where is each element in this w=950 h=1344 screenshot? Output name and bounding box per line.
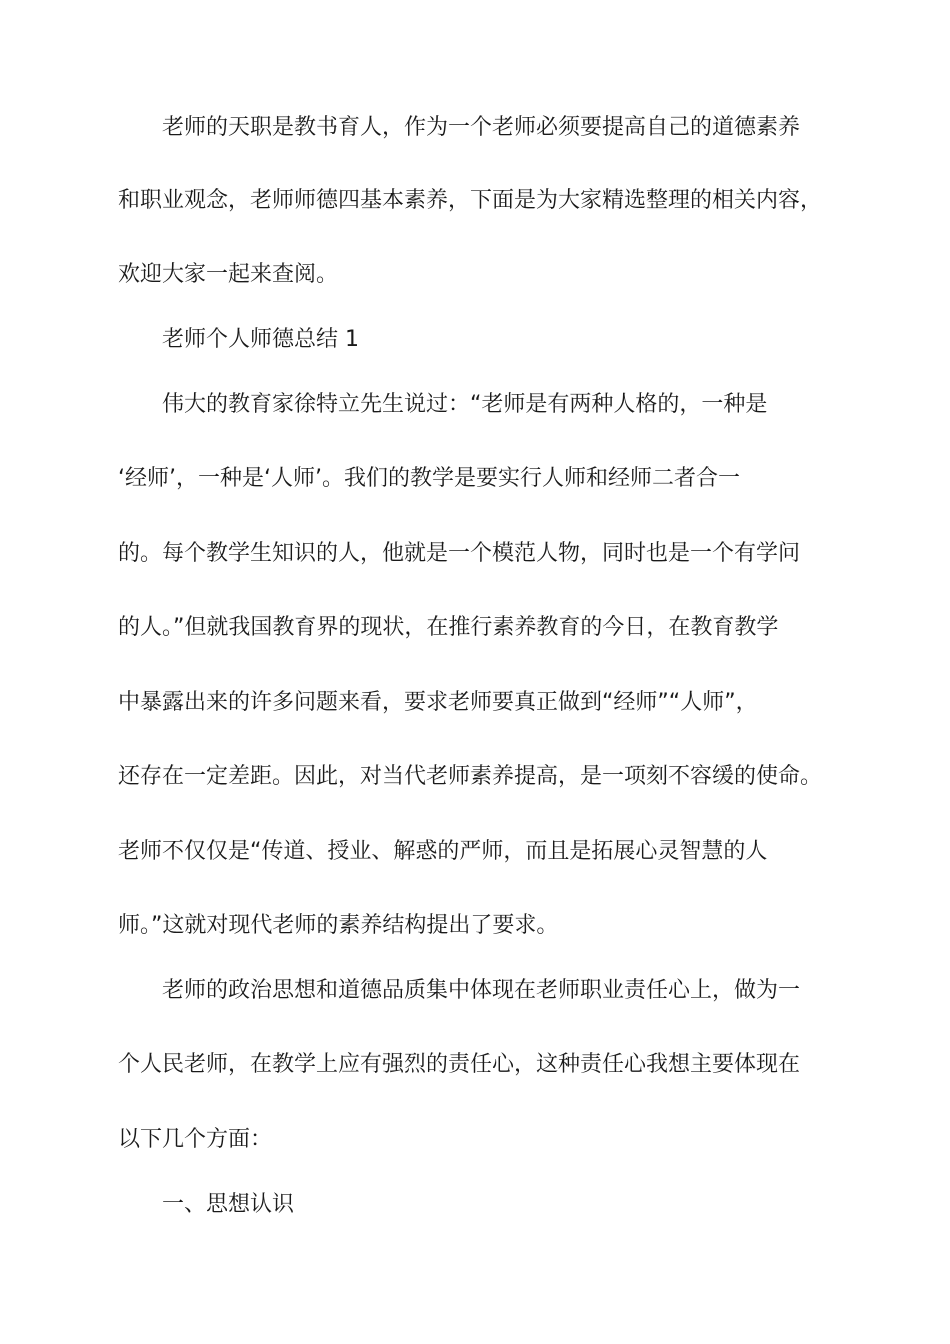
paragraph-quote-line-4: 的人。”但就我国教育界的现状，在推行素养教育的今日，在教育教学: [118, 615, 779, 640]
paragraph-quote-line-2: ‘经师’，一种是‘人师’。我们的教学是要实行人师和经师二者合一: [118, 466, 740, 491]
paragraph-quote-line-1: 伟大的教育家徐特立先生说过：“老师是有两种人格的，一种是: [162, 392, 768, 417]
paragraph-intro-line-1: 老师的天职是教书育人，作为一个老师必须要提高自己的道德素养: [162, 115, 801, 140]
subsection-heading: 一、思想认识: [162, 1192, 295, 1217]
paragraph-quote-line-5: 中暴露出来的许多问题来看，要求老师要真正做到“经师”“人师”，: [118, 690, 758, 715]
paragraph-quote-line-7: 老师不仅仅是“传道、授业、解惑的严师，而且是拓展心灵智慧的人: [118, 839, 768, 864]
paragraph-duty-line-1: 老师的政治思想和道德品质集中体现在老师职业责任心上，做为一: [162, 978, 801, 1003]
paragraph-duty-line-2: 个人民老师，在教学上应有强烈的责任心，这种责任心我想主要体现在: [118, 1052, 801, 1077]
paragraph-quote-line-3: 的。每个教学生知识的人，他就是一个模范人物，同时也是一个有学问: [118, 541, 801, 566]
paragraph-duty-line-3: 以下几个方面：: [118, 1127, 273, 1152]
paragraph-intro-line-3: 欢迎大家一起来查阅。: [118, 262, 339, 287]
section-heading: 老师个人师德总结 1: [162, 327, 359, 352]
paragraph-intro-line-2: 和职业观念，老师师德四基本素养，下面是为大家精选整理的相关内容，: [118, 188, 823, 213]
paragraph-quote-line-6: 还存在一定差距。因此，对当代老师素养提高，是一项刻不容缓的使命。: [118, 764, 823, 789]
paragraph-quote-line-8: 师。”这就对现代老师的素养结构提出了要求。: [118, 913, 559, 938]
